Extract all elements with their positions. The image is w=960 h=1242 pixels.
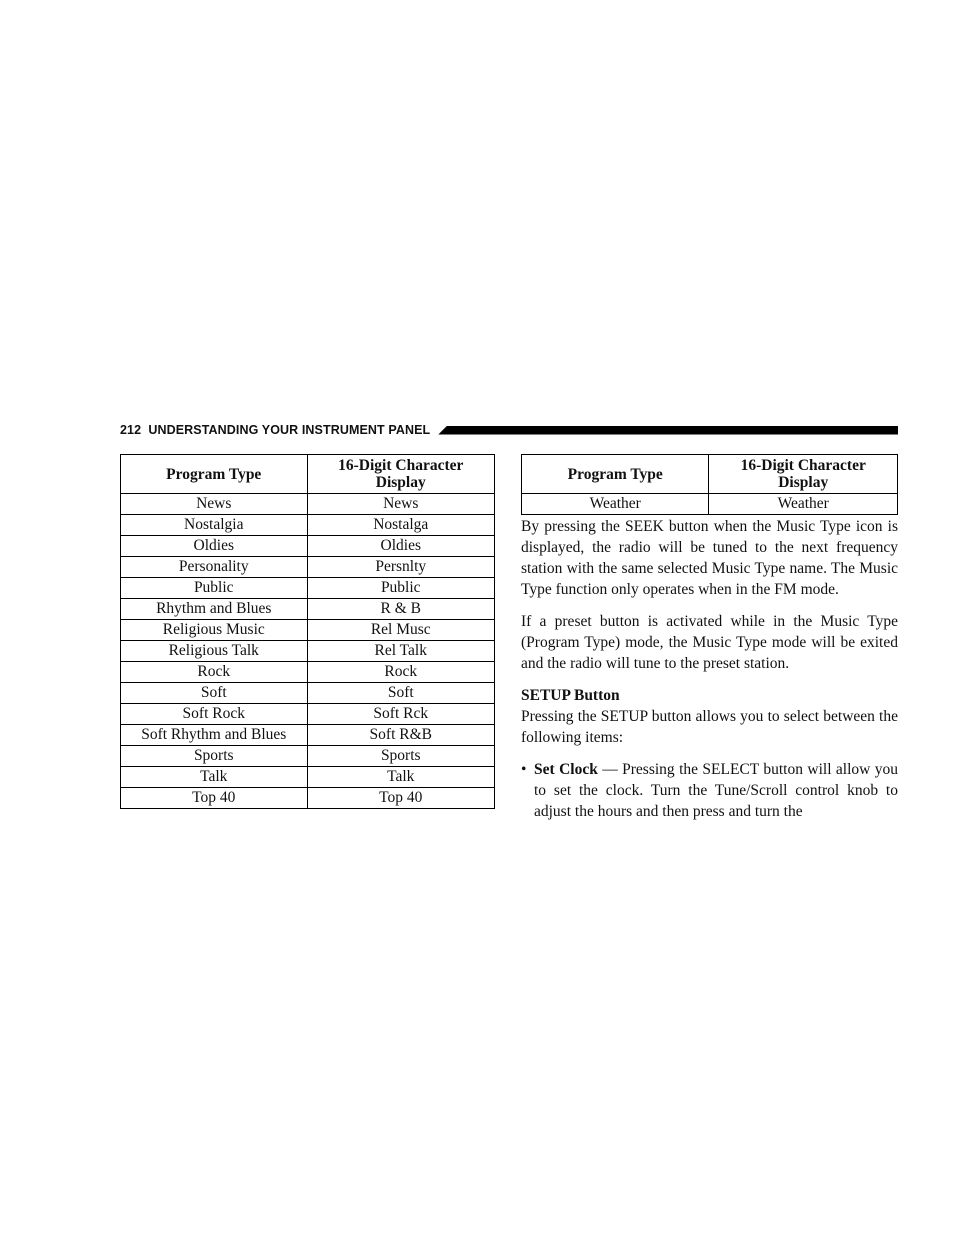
cell-program-type: Religious Music (121, 620, 308, 641)
cell-display: Rock (307, 662, 494, 683)
cell-display: Top 40 (307, 788, 494, 809)
table-row (121, 704, 495, 725)
cell-program-type: Religious Talk (121, 641, 308, 662)
table-row (121, 746, 495, 767)
table-row (121, 515, 495, 536)
table-row (121, 557, 495, 578)
cell-program-type: Soft (121, 683, 308, 704)
list-item-set-clock (521, 759, 898, 822)
cell-program-type: Rhythm and Blues (121, 599, 308, 620)
cell-display: Soft R&B (307, 725, 494, 746)
table-row (121, 494, 495, 515)
column-header-display (709, 455, 898, 494)
column-header-display-line1: 16-Digit Character (740, 457, 866, 474)
cell-program-type: Rock (121, 662, 308, 683)
section-heading-setup: SETUP Button (521, 687, 620, 704)
cell-program-type: Oldies (121, 536, 308, 557)
cell-program-type: Talk (121, 767, 308, 788)
right-column-text (521, 516, 898, 822)
section-title: UNDERSTANDING YOUR INSTRUMENT PANEL (148, 423, 431, 437)
table-row (121, 683, 495, 704)
cell-display: Public (307, 578, 494, 599)
table-row (121, 599, 495, 620)
cell-display: Oldies (307, 536, 494, 557)
cell-display: Nostalga (307, 515, 494, 536)
cell-display: Rel Talk (307, 641, 494, 662)
cell-display: Weather (709, 494, 898, 515)
bullet-marker: • (521, 761, 527, 778)
column-header-display-line2: Display (375, 474, 426, 491)
table-row (121, 536, 495, 557)
table-row (522, 494, 898, 515)
paragraph-setup: Pressing the SETUP button allows you to select between the following items: (521, 708, 898, 746)
cell-program-type: News (121, 494, 308, 515)
cell-program-type: Sports (121, 746, 308, 767)
cell-program-type: Soft Rock (121, 704, 308, 725)
cell-display: R & B (307, 599, 494, 620)
table-row (121, 578, 495, 599)
cell-display: Soft (307, 683, 494, 704)
cell-display: Rel Musc (307, 620, 494, 641)
table-header-row (522, 455, 898, 494)
page-number: 212 (120, 423, 142, 437)
program-type-table-right (521, 454, 898, 515)
column-header-program-type: Program Type (522, 455, 709, 494)
table-row (121, 725, 495, 746)
cell-program-type: Top 40 (121, 788, 308, 809)
cell-display: Soft Rck (307, 704, 494, 725)
column-header-display (307, 455, 494, 494)
cell-display: Persnlty (307, 557, 494, 578)
table-row (121, 620, 495, 641)
cell-program-type: Weather (522, 494, 709, 515)
paragraph-seek: By pressing the SEEK button when the Music Type icon is displayed, the radio will be tuned to the next frequency station with the same selected Music Type name. The Music Type function only operates when in the FM mode. (521, 518, 898, 598)
cell-program-type: Public (121, 578, 308, 599)
table-header-row (121, 455, 495, 494)
paragraph-preset: If a preset button is activated while in the Music Type (Program Type) mode, the Music Type mode will be exited and the radio will tune to the preset station. (521, 613, 898, 672)
column-header-display-line1: 16-Digit Character (338, 457, 464, 474)
program-type-table-left (120, 454, 495, 809)
cell-display: Talk (307, 767, 494, 788)
table-row (121, 767, 495, 788)
cell-program-type: Soft Rhythm and Blues (121, 725, 308, 746)
column-header-program-type: Program Type (121, 455, 308, 494)
header-label (120, 423, 430, 437)
list-item-text (534, 759, 898, 822)
column-header-display-line2: Display (778, 474, 829, 491)
cell-program-type: Nostalgia (121, 515, 308, 536)
list-item-term: Set Clock (534, 761, 598, 778)
header-rule (438, 426, 898, 435)
page-header (120, 420, 898, 440)
table-row (121, 788, 495, 809)
list-item-description: — Pressing the SELECT button will allow you to set the clock. Turn the Tune/Scroll control knob to adjust the hours and then press and turn the (534, 761, 898, 820)
table-row (121, 662, 495, 683)
cell-display: News (307, 494, 494, 515)
cell-program-type: Personality (121, 557, 308, 578)
table-row (121, 641, 495, 662)
cell-display: Sports (307, 746, 494, 767)
